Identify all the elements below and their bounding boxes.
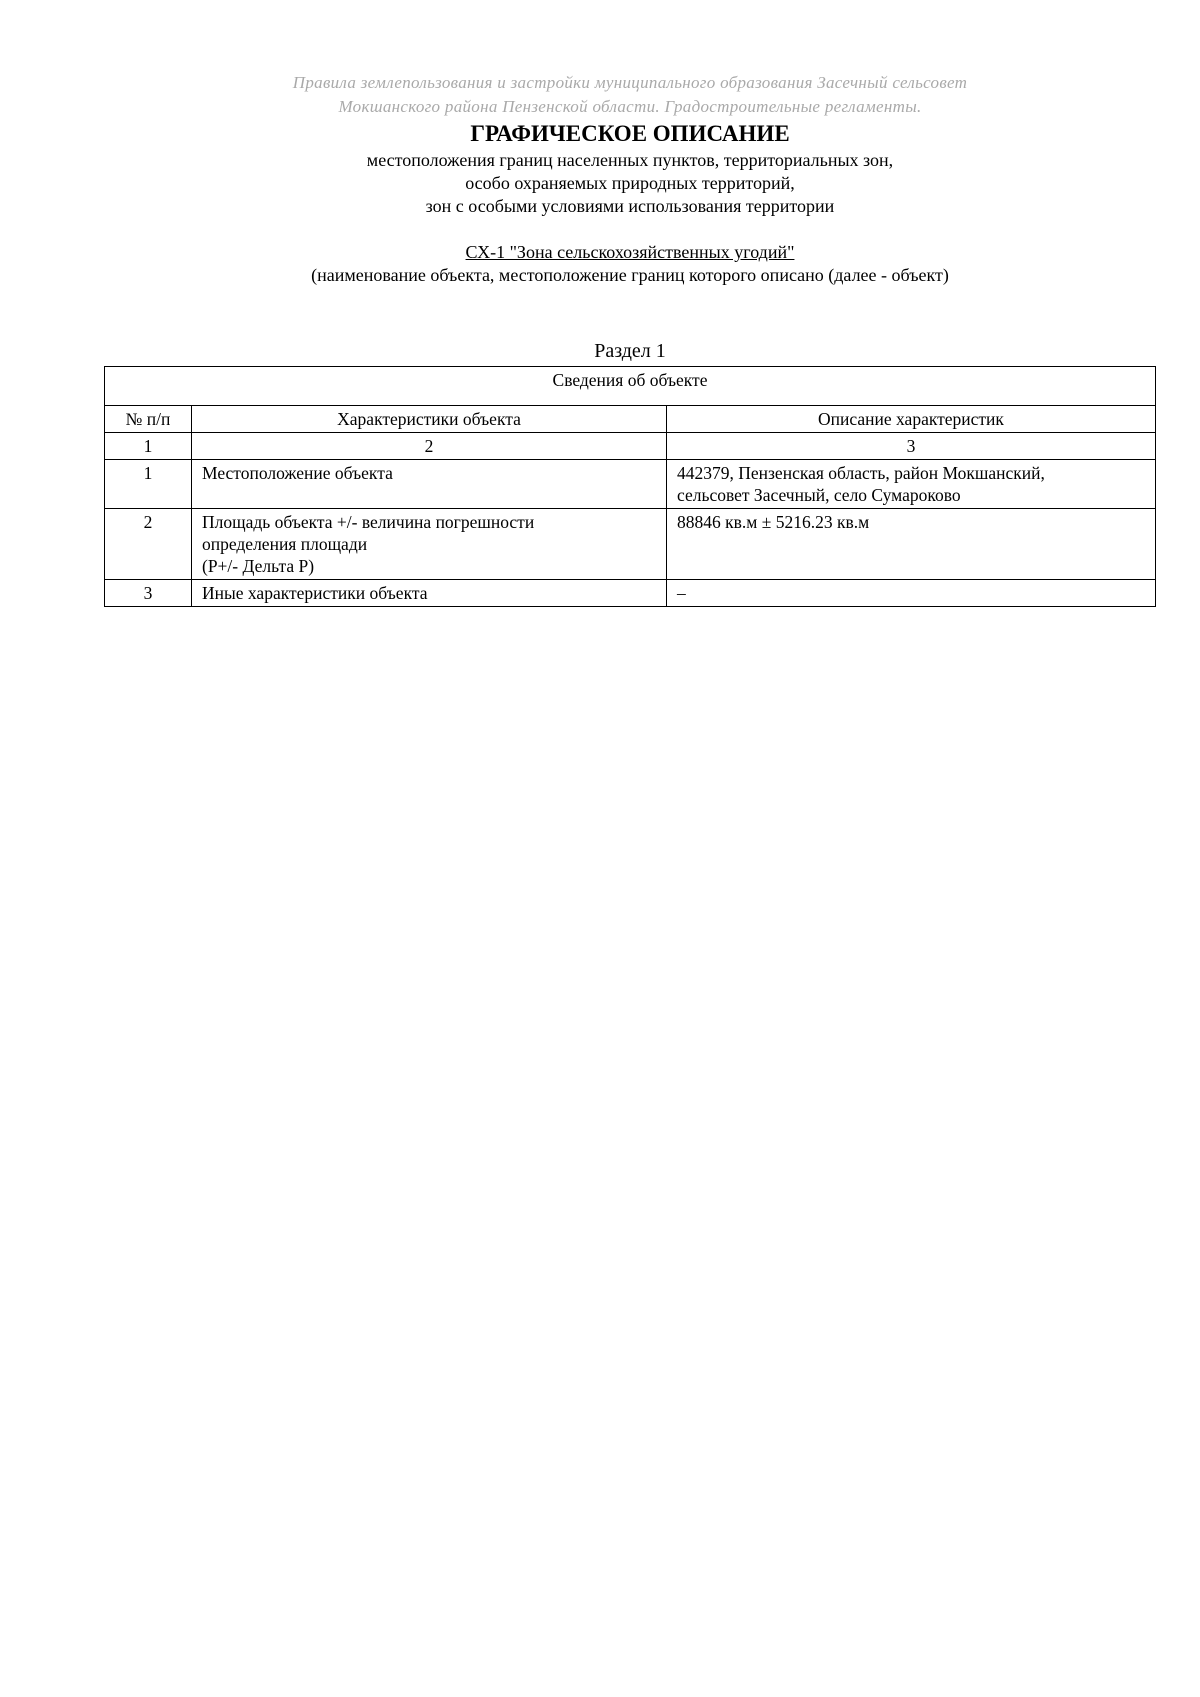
row-characteristic	[192, 460, 667, 509]
cell-text-line: сельсовет Засечный, село Сумароково	[677, 485, 961, 505]
column-header-description: Описание характеристик	[667, 406, 1156, 433]
cell-text-line: Иные характеристики объекта	[202, 583, 428, 603]
row-description	[667, 460, 1156, 509]
row-number: 1	[105, 460, 192, 509]
object-name-caption: (наименование объекта, местоположение границ которого описано (далее - объект)	[311, 265, 949, 285]
object-name-text: СХ-1 "Зона сельскохозяйственных угодий"	[465, 242, 795, 262]
cell-text-line: (P+/- Дельта P)	[202, 556, 315, 576]
document-header-line-1: Правила землепользования и застройки муниципального образования Засечный сельсовет	[292, 73, 968, 92]
cell-text-line: Местоположение объекта	[202, 463, 393, 483]
document-header-line-2: Мокшанского района Пензенской области. Градостроительные регламенты.	[338, 97, 922, 116]
column-number-cell: 1	[105, 433, 192, 460]
column-header-characteristic: Характеристики объекта	[192, 406, 667, 433]
section-title: Раздел 1	[594, 340, 666, 362]
cell-text-line: 442379, Пензенская область, район Мокшанский,	[677, 463, 1045, 483]
table-row	[105, 580, 1156, 607]
table-row	[105, 460, 1156, 509]
document-subtitle-line: местоположения границ населенных пунктов, территориальных зон,	[366, 150, 894, 170]
row-description	[667, 509, 1156, 580]
object-info-table	[104, 366, 1156, 607]
cell-text-line: –	[677, 583, 686, 603]
table-caption-row	[105, 367, 1156, 406]
column-number-cell: 2	[192, 433, 667, 460]
document-title: ГРАФИЧЕСКОЕ ОПИСАНИЕ	[470, 121, 790, 146]
cell-text-line: Площадь объекта +/- величина погрешности	[202, 512, 535, 532]
row-number: 2	[105, 509, 192, 580]
table-column-numbers-row	[105, 433, 1156, 460]
object-name	[0, 241, 1200, 263]
table-row	[105, 509, 1156, 580]
row-characteristic	[192, 509, 667, 580]
document-subtitle-line: зон с особыми условиями использования территории	[425, 196, 835, 216]
row-characteristic	[192, 580, 667, 607]
table-header-row	[105, 406, 1156, 433]
document-subtitle-line: особо охраняемых природных территорий,	[465, 173, 795, 193]
row-description	[667, 580, 1156, 607]
table-caption: Сведения об объекте	[105, 367, 1156, 406]
column-number-cell: 3	[667, 433, 1156, 460]
column-header-number: № п/п	[105, 406, 192, 433]
cell-text-line: 88846 кв.м ± 5216.23 кв.м	[677, 512, 870, 532]
cell-text-line: определения площади	[202, 534, 368, 554]
row-number: 3	[105, 580, 192, 607]
